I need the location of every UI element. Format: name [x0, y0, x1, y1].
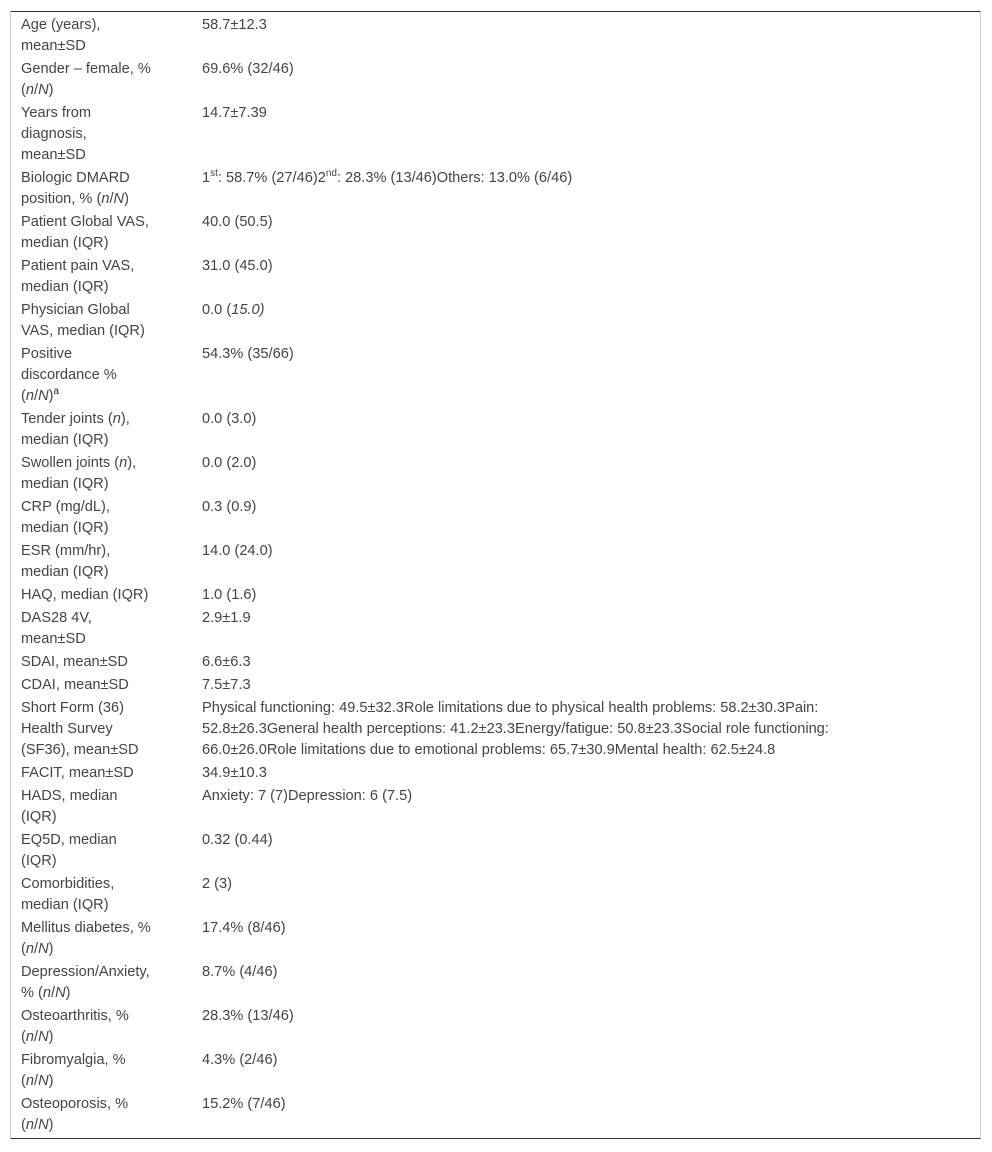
row-value: 69.6% (32/46)	[202, 61, 294, 77]
row-label: Age (years), mean±SD	[21, 17, 101, 54]
row-value: 8.7% (4/46)	[202, 964, 278, 980]
row-value: 17.4% (8/46)	[202, 920, 286, 936]
table-row	[11, 101, 980, 166]
row-value: Physical functioning: 49.5±32.3Role limitations due to physical health problems: 58.2±30.3Pain: 52.8±26.3General health perceptions: 41.2±23.3Energy/fatigue: 50.8±23.3Social role functioning: 66.0±26.0Role limitations due to emotional problems: 65.7±30.9Mental health: 62.5±24.8	[202, 700, 829, 758]
row-label: HAQ, median (IQR)	[21, 587, 149, 603]
data-table	[11, 12, 980, 1136]
row-label: Physician Global VAS, median (IQR)	[21, 302, 145, 339]
row-value: 14.7±7.39	[202, 105, 267, 121]
table-row	[11, 254, 980, 298]
row-label: Gender – female, % (n/N)	[21, 61, 151, 98]
row-label: CRP (mg/dL), median (IQR)	[21, 499, 110, 536]
baseline-characteristics-table	[10, 11, 981, 1139]
row-label: Short Form (36) Health Survey (SF36), mean±SD	[21, 700, 139, 758]
row-label: Swollen joints (n), median (IQR)	[21, 455, 137, 492]
table-body	[11, 12, 980, 1136]
table-row	[11, 1004, 980, 1048]
row-value: 28.3% (13/46)	[202, 1008, 294, 1024]
row-label: Patient pain VAS, median (IQR)	[21, 258, 135, 295]
table-row	[11, 1092, 980, 1136]
row-value: 0.3 (0.9)	[202, 499, 257, 515]
table-row	[11, 673, 980, 696]
table-row	[11, 539, 980, 583]
table-row	[11, 960, 980, 1004]
table-row	[11, 298, 980, 342]
row-label: Patient Global VAS, median (IQR)	[21, 214, 149, 251]
row-value: 0.0 (3.0)	[202, 411, 257, 427]
row-value: Anxiety: 7 (7)Depression: 6 (7.5)	[202, 788, 413, 804]
row-label: Osteoporosis, % (n/N)	[21, 1096, 129, 1133]
row-label: Biologic DMARD position, % (n/N)	[21, 170, 130, 207]
row-label: CDAI, mean±SD	[21, 677, 129, 693]
row-value: 1.0 (1.6)	[202, 587, 257, 603]
table-row	[11, 650, 980, 673]
row-label: HADS, median (IQR)	[21, 788, 118, 825]
table-row	[11, 784, 980, 828]
table-row	[11, 761, 980, 784]
table-row	[11, 916, 980, 960]
row-value: 0.0 (2.0)	[202, 455, 257, 471]
table-row	[11, 166, 980, 210]
table-row	[11, 606, 980, 650]
row-value: 31.0 (45.0)	[202, 258, 273, 274]
row-value: 2 (3)	[202, 876, 233, 892]
row-value: 0.32 (0.44)	[202, 832, 273, 848]
footnote-marker: a	[53, 386, 60, 398]
row-value: 40.0 (50.5)	[202, 214, 273, 230]
table-row	[11, 57, 980, 101]
row-label: EQ5D, median (IQR)	[21, 832, 117, 869]
table-row	[11, 12, 980, 57]
row-value: 58.7±12.3	[202, 17, 267, 33]
row-label: Fibromyalgia, % (n/N)	[21, 1052, 126, 1089]
row-value: 7.5±7.3	[202, 677, 251, 693]
row-label: Comorbidities, median (IQR)	[21, 876, 115, 913]
row-label: Positive discordance % $(n/N)^a$	[21, 346, 117, 404]
table-row	[11, 828, 980, 872]
table-row	[11, 872, 980, 916]
row-label: ESR (mm/hr), median (IQR)	[21, 543, 111, 580]
row-label: Years from diagnosis, mean±SD	[21, 105, 92, 163]
row-label: Mellitus diabetes, % (n/N)	[21, 920, 151, 957]
row-value: 4.3% (2/46)	[202, 1052, 278, 1068]
table-row	[11, 583, 980, 606]
table-row	[11, 407, 980, 451]
row-value: 14.0 (24.0)	[202, 543, 273, 559]
row-value: 15.2% (7/46)	[202, 1096, 286, 1112]
table-row	[11, 210, 980, 254]
row-label: Tender joints (n), median (IQR)	[21, 411, 130, 448]
row-value: 54.3% (35/66)	[202, 346, 294, 362]
table-row	[11, 1048, 980, 1092]
row-label: FACIT, mean±SD	[21, 765, 134, 781]
row-value: 1st: 58.7% (27/46)2nd: 28.3% (13/46)Others: 13.0% (6/46)	[202, 168, 573, 186]
row-label: Depression/Anxiety, % (n/N)	[21, 964, 150, 1001]
table-row	[11, 696, 980, 761]
table-row	[11, 495, 980, 539]
row-label: DAS28 4V, mean±SD	[21, 610, 92, 647]
row-value: 34.9±10.3	[202, 765, 267, 781]
row-label: SDAI, mean±SD	[21, 654, 128, 670]
row-value: 6.6±6.3	[202, 654, 251, 670]
row-value: 2.9±1.9	[202, 610, 251, 626]
table-row	[11, 342, 980, 407]
row-label: Osteoarthritis, % (n/N)	[21, 1008, 129, 1045]
table-row	[11, 451, 980, 495]
row-value: 0.0 (15.0)	[202, 302, 265, 318]
